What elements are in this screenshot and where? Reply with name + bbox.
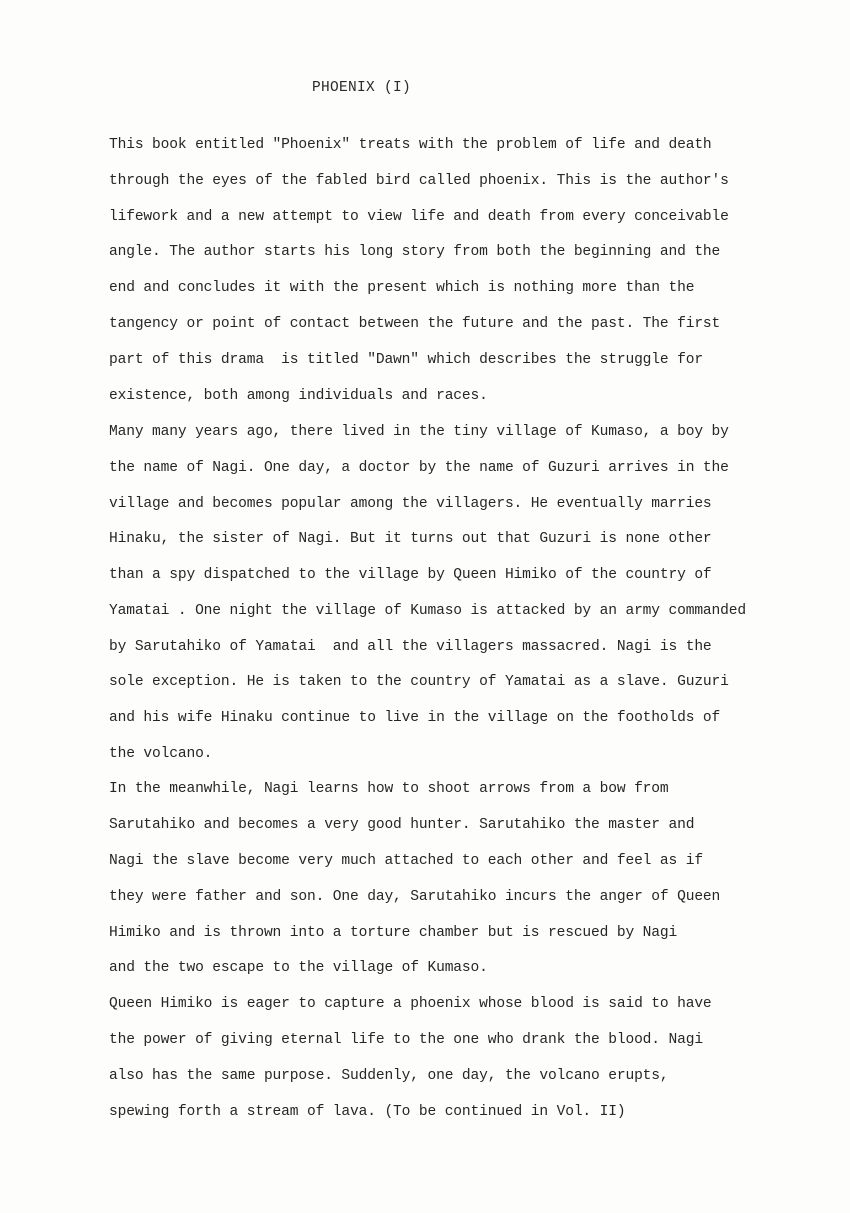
text-line: sole exception. He is taken to the country of Yamatai as a slave. Guzuri <box>109 674 729 690</box>
text-line: by Sarutahiko of Yamatai and all the villagers massacred. Nagi is the <box>109 639 712 655</box>
text-line: and the two escape to the village of Kumaso. <box>109 960 488 976</box>
text-line: the power of giving eternal life to the one who drank the blood. Nagi <box>109 1032 703 1048</box>
text-line: Queen Himiko is eager to capture a phoenix whose blood is said to have <box>109 996 712 1012</box>
text-line: they were father and son. One day, Sarutahiko incurs the anger of Queen <box>109 889 721 905</box>
text-line: Nagi the slave become very much attached to each other and feel as if <box>109 853 703 869</box>
text-line: also has the same purpose. Suddenly, one day, the volcano erupts, <box>109 1068 669 1084</box>
text-line: Many many years ago, there lived in the tiny village of Kumaso, a boy by <box>109 424 729 440</box>
text-line: angle. The author starts his long story from both the beginning and the <box>109 244 721 260</box>
text-line: the volcano. <box>109 746 213 762</box>
text-line: In the meanwhile, Nagi learns how to shoot arrows from a bow from <box>109 781 669 797</box>
text-line: Hinaku, the sister of Nagi. But it turns out that Guzuri is none other <box>109 531 712 547</box>
text-line: part of this drama is titled "Dawn" which describes the struggle for <box>109 352 703 368</box>
text-line: than a spy dispatched to the village by Queen Himiko of the country of <box>109 567 712 583</box>
text-line: through the eyes of the fabled bird called phoenix. This is the author's <box>109 173 729 189</box>
text-line: Sarutahiko and becomes a very good hunter. Sarutahiko the master and <box>109 817 695 833</box>
text-line: spewing forth a stream of lava. (To be continued in Vol. II) <box>109 1104 626 1120</box>
text-line: and his wife Hinaku continue to live in the village on the footholds of <box>109 710 721 726</box>
page-title: PHOENIX (I) <box>312 80 412 96</box>
text-line: This book entitled "Phoenix" treats with the problem of life and death <box>109 137 712 153</box>
text-line: Yamatai . One night the village of Kumaso is attacked by an army commanded <box>109 603 746 619</box>
text-line: existence, both among individuals and races. <box>109 388 488 404</box>
text-line: village and becomes popular among the villagers. He eventually marries <box>109 496 712 512</box>
text-line: lifework and a new attempt to view life and death from every conceivable <box>109 209 729 225</box>
text-line: the name of Nagi. One day, a doctor by the name of Guzuri arrives in the <box>109 460 729 476</box>
text-line: tangency or point of contact between the future and the past. The first <box>109 316 721 332</box>
text-line: Himiko and is thrown into a torture chamber but is rescued by Nagi <box>109 925 678 941</box>
text-line: end and concludes it with the present which is nothing more than the <box>109 280 695 296</box>
